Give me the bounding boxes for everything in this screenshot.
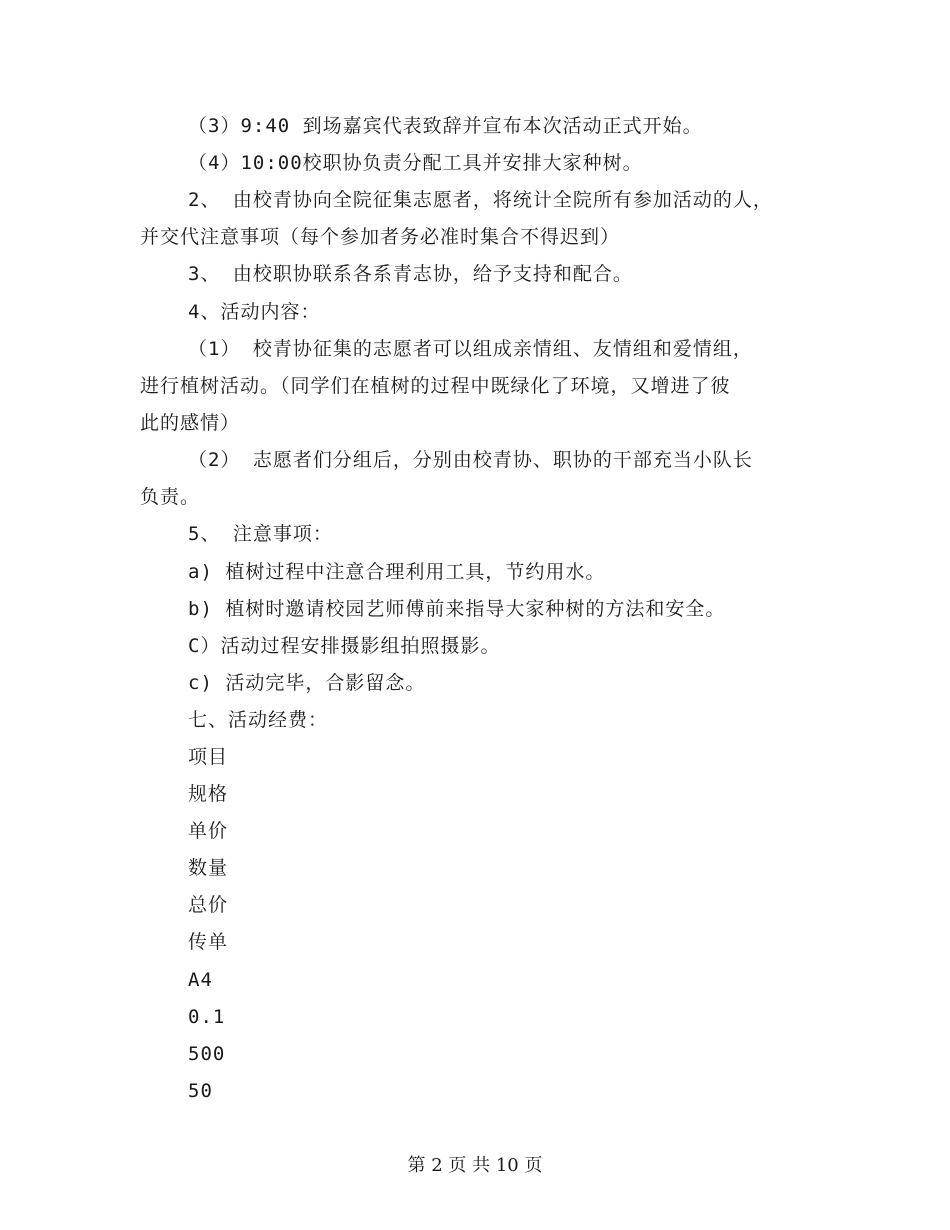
text-line: （4）10:00校职协负责分配工具并安排大家种树。 bbox=[188, 152, 643, 174]
text-line: a) 植树过程中注意合理利用工具，节约用水。 bbox=[188, 561, 606, 583]
text-line: （2） 志愿者们分组后，分别由校青协、职协的干部充当小队长 bbox=[188, 449, 753, 471]
text-line: 2、 由校青协向全院征集志愿者，将统计全院所有参加活动的人， bbox=[188, 189, 773, 211]
text-line: c) 活动完毕，合影留念。 bbox=[188, 672, 426, 694]
text-line: 4、活动内容： bbox=[188, 301, 321, 323]
text-line: 3、 由校职协联系各系青志协，给予支持和配合。 bbox=[188, 263, 633, 285]
table-cell: 规格 bbox=[188, 783, 229, 805]
table-cell: 50 bbox=[188, 1080, 213, 1102]
table-cell: 数量 bbox=[188, 857, 229, 879]
table-cell: 总价 bbox=[188, 894, 229, 916]
table-cell: 500 bbox=[188, 1043, 226, 1065]
table-cell: 单价 bbox=[188, 820, 229, 842]
page-number-footer: 第 2 页 共 10 页 bbox=[407, 1155, 543, 1176]
text-line: C）活动过程安排摄影组拍照摄影。 bbox=[188, 635, 501, 657]
text-line: 七、活动经费： bbox=[188, 709, 329, 731]
text-line: 负责。 bbox=[140, 486, 201, 508]
table-cell: 0.1 bbox=[188, 1006, 226, 1028]
text-line: b) 植树时邀请校园艺师傅前来指导大家种树的方法和安全。 bbox=[188, 598, 726, 620]
table-cell: 项目 bbox=[188, 746, 229, 768]
table-cell: 传单 bbox=[188, 931, 229, 953]
text-line: 并交代注意事项（每个参加者务必准时集合不得迟到） bbox=[140, 226, 621, 248]
text-line: 5、 注意事项： bbox=[188, 523, 333, 545]
table-cell: A4 bbox=[188, 969, 213, 991]
text-line: 此的感情） bbox=[140, 412, 241, 434]
text-line: （3）9:40 到场嘉宾代表致辞并宣布本次活动正式开始。 bbox=[188, 115, 703, 137]
text-line: （1） 校青协征集的志愿者可以组成亲情组、友情组和爱情组， bbox=[188, 338, 753, 360]
text-line: 进行植树活动。（同学们在植树的过程中既绿化了环境，又增进了彼 bbox=[140, 375, 731, 397]
